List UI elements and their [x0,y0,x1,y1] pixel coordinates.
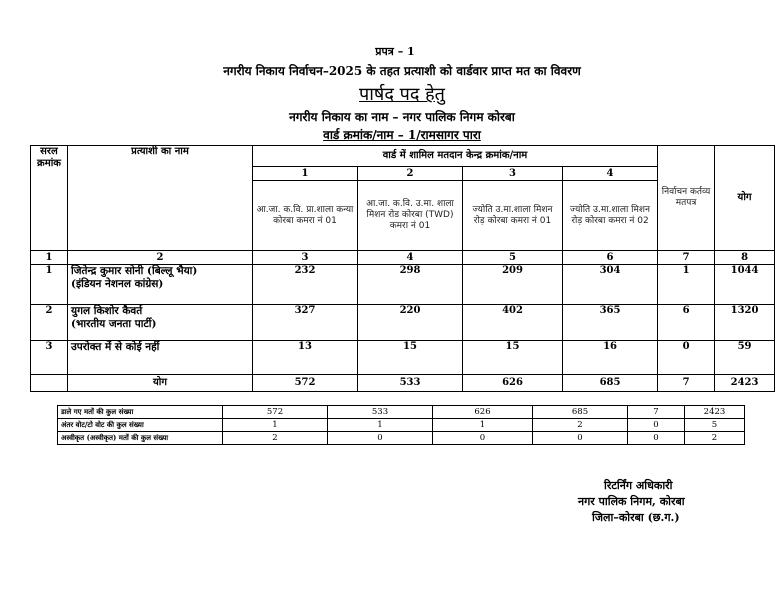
summary-cell: 1 [433,419,533,432]
candidate-cell [68,265,253,305]
vote-cell: 6 [658,305,715,341]
column-number: 6 [563,251,658,265]
column-number: 3 [253,251,358,265]
vote-cell: 13 [253,341,358,375]
summary-cell: 7 [628,406,685,419]
total-cell: 572 [253,375,358,392]
total-cell: 533 [358,375,463,392]
summary-cell: 0 [328,432,433,445]
signature-district: जिला–कोरबा (छ.ग.) [592,511,680,524]
column-number: 8 [715,251,775,265]
candidate-name: जितेन्द्र कुमार सोनी (बिल्लू भैया) [71,265,198,277]
vote-cell: 1 [658,265,715,305]
vote-cell: 209 [463,265,563,305]
total-cell: 2423 [715,375,775,392]
total-row [31,375,775,392]
column-number: 2 [68,251,253,265]
vote-cell: 365 [563,305,658,341]
summary-cell: 0 [628,432,685,445]
vote-cell: 59 [715,341,775,375]
summary-cell: 685 [533,406,628,419]
candidate-party: (इंडियन नेशनल कांग्रेस) [71,277,164,290]
total-label: योग [68,375,253,392]
summary-cell: 626 [433,406,533,419]
summary-table [57,405,745,445]
summary-row [58,406,745,419]
document-title: नगरीय निकाय निर्वाचन–2025 के तहत प्रत्याशी को वार्डवार प्राप्त मत का विवरण [223,64,581,78]
table-row [31,265,775,305]
total-cell: 7 [658,375,715,392]
summary-label: अस्वीकृत (अस्वीकृत) मतों की कुल संख्या [58,432,223,445]
vote-cell: 298 [358,265,463,305]
vote-cell: 0 [658,341,715,375]
total-header: योग [715,146,775,251]
vote-cell: 16 [563,341,658,375]
total-cell: 626 [463,375,563,392]
centre-no: 4 [563,167,658,181]
summary-cell: 2423 [685,406,745,419]
row-serial: 2 [31,305,68,341]
column-number: 5 [463,251,563,265]
centres-header: वार्ड में शामिल मतदान केन्द्र क्रमांक/नाम [253,146,658,167]
serial-header: सरल क्रमांक [31,146,68,251]
summary-cell: 2 [223,432,328,445]
vote-cell: 327 [253,305,358,341]
vote-cell: 1320 [715,305,775,341]
summary-label: डाले गए मतों की कुल संख्या [58,406,223,419]
ward-name: वार्ड क्रमांक/नाम – 1/रामसागर पारा [323,128,481,142]
summary-cell: 0 [433,432,533,445]
centre-no: 1 [253,167,358,181]
summary-label: अंतर वोट/टो वोट की कुल संख्या [58,419,223,432]
summary-cell: 2 [533,419,628,432]
row-serial: 3 [31,341,68,375]
vote-cell: 232 [253,265,358,305]
table-row [31,341,775,375]
candidate-party: (भारतीय जनता पार्टी) [71,317,157,330]
summary-cell: 533 [328,406,433,419]
summary-cell: 5 [685,419,745,432]
vote-cell: 15 [358,341,463,375]
centre-name: आ.जा. क.वि. प्रा.शाला कन्या कोरबा कमरा नं 01 [253,181,358,251]
summary-row [58,419,745,432]
form-number: प्रपत्र – 1 [375,45,415,58]
summary-cell: 572 [223,406,328,419]
centre-no: 2 [358,167,463,181]
centre-name: ज्योति उ.मा.शाला मिशन रोड़ कोरबा कमरा नं 02 [563,181,658,251]
postal-header: निर्वाचन कर्तव्य मतपत्र [658,146,715,251]
vote-cell: 15 [463,341,563,375]
vote-cell: 1044 [715,265,775,305]
candidate-cell [68,305,253,341]
signature-title: रिटर्निंग अधिकारी [604,479,673,492]
column-number: 1 [31,251,68,265]
summary-cell: 0 [628,419,685,432]
row-serial: 1 [31,265,68,305]
summary-row [58,432,745,445]
results-table [30,145,775,392]
vote-cell: 402 [463,305,563,341]
total-cell: 685 [563,375,658,392]
summary-cell: 0 [533,432,628,445]
centre-name: आ.जा. क.वि. उ.मा. शाला मिशन रोड कोरबा (TWD) कमरा नं 01 [358,181,463,251]
total-spacer [31,375,68,392]
column-number: 7 [658,251,715,265]
centre-no: 3 [463,167,563,181]
summary-cell: 2 [685,432,745,445]
candidate-name: युगल किशोर कैवर्त [71,305,143,317]
vote-cell: 220 [358,305,463,341]
candidate-header: प्रत्याशी का नाम [68,146,253,251]
summary-cell: 1 [223,419,328,432]
column-number: 4 [358,251,463,265]
vote-cell: 304 [563,265,658,305]
centre-name: ज्योति उ.मा.शाला मिशन रोड़ कोरबा कमरा नं 01 [463,181,563,251]
table-row [31,305,775,341]
body-name: नगरीय निकाय का नाम – नगर पालिक निगम कोरबा [289,110,515,124]
summary-cell: 1 [328,419,433,432]
post-title: पार्षद पद हेतु [359,84,445,105]
signature-office: नगर पालिक निगम, कोरबा [578,495,685,508]
candidate-name: उपरोक्त में से कोई नहीं [68,341,253,375]
